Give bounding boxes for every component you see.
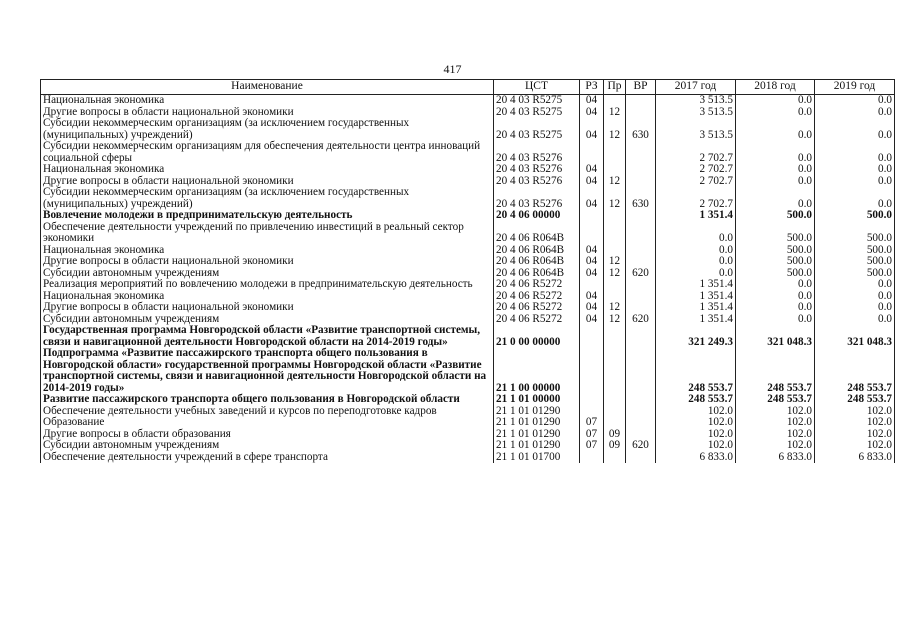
cell-rz [580,210,604,222]
cell-pr [604,141,626,164]
cell-cst: 21 1 01 00000 [494,394,580,406]
cell-pr [604,394,626,406]
header-2018: 2018 год [736,80,815,95]
cell-vr [626,141,656,164]
cell-name: Вовлечение молодежи в предпринимательскую деятельность [41,210,494,222]
cell-y2019: 0.0 [815,118,895,141]
cell-vr [626,107,656,119]
cell-y2019: 0.0 [815,314,895,326]
cell-y2018: 0.0 [736,279,815,291]
header-rz: РЗ [580,80,604,95]
cell-pr [604,279,626,291]
cell-y2017: 102.0 [656,417,736,429]
cell-name: Национальная экономика [41,245,494,257]
cell-rz: 04 [580,118,604,141]
cell-pr: 12 [604,118,626,141]
cell-rz: 04 [580,302,604,314]
cell-y2019: 0.0 [815,302,895,314]
cell-vr [626,210,656,222]
cell-y2018: 0.0 [736,314,815,326]
table-row [41,325,895,348]
cell-cst: 21 1 01 01290 [494,429,580,441]
cell-y2019: 248 553.7 [815,348,895,394]
cell-y2018: 102.0 [736,417,815,429]
cell-y2017: 0.0 [656,222,736,245]
cell-vr: 620 [626,440,656,452]
cell-y2019: 0.0 [815,187,895,210]
cell-y2017: 1 351.4 [656,302,736,314]
table-row [41,302,895,314]
cell-cst: 20 4 06 R064B [494,256,580,268]
cell-vr [626,245,656,257]
cell-name: Другие вопросы в области образования [41,429,494,441]
cell-pr: 09 [604,440,626,452]
cell-y2018: 248 553.7 [736,348,815,394]
cell-pr [604,406,626,418]
cell-pr [604,95,626,107]
cell-rz: 04 [580,245,604,257]
table-row [41,187,895,210]
cell-y2017: 2 702.7 [656,164,736,176]
cell-vr [626,279,656,291]
cell-y2019: 0.0 [815,164,895,176]
cell-rz [580,394,604,406]
cell-name: Субсидии некоммерческим организациям (за исключением государственных (муниципальных) учреждений) [41,187,494,210]
cell-y2017: 3 513.5 [656,107,736,119]
cell-y2019: 102.0 [815,440,895,452]
table-row [41,210,895,222]
cell-cst: 20 4 03 R5275 [494,118,580,141]
cell-y2017: 0.0 [656,256,736,268]
cell-y2019: 500.0 [815,222,895,245]
cell-name: Другие вопросы в области национальной экономики [41,256,494,268]
cell-vr [626,95,656,107]
cell-y2018: 0.0 [736,107,815,119]
cell-y2018: 500.0 [736,222,815,245]
cell-pr: 12 [604,256,626,268]
cell-y2019: 102.0 [815,417,895,429]
cell-y2017: 1 351.4 [656,314,736,326]
cell-vr [626,325,656,348]
cell-y2018: 102.0 [736,429,815,441]
cell-pr [604,222,626,245]
cell-y2018: 0.0 [736,118,815,141]
cell-name: Субсидии автономным учреждениям [41,440,494,452]
cell-vr [626,348,656,394]
cell-vr [626,394,656,406]
cell-name: Обеспечение деятельности учебных заведений и курсов по переподготовке кадров [41,406,494,418]
cell-y2017: 0.0 [656,268,736,280]
cell-cst: 20 4 03 R5276 [494,141,580,164]
cell-cst: 20 4 03 R5275 [494,95,580,107]
cell-y2019: 102.0 [815,429,895,441]
cell-pr: 09 [604,429,626,441]
cell-cst: 20 4 06 00000 [494,210,580,222]
cell-pr: 12 [604,107,626,119]
cell-vr [626,256,656,268]
cell-cst: 20 4 06 R5272 [494,302,580,314]
cell-rz [580,222,604,245]
cell-y2017: 102.0 [656,406,736,418]
cell-y2017: 3 513.5 [656,118,736,141]
cell-rz: 04 [580,314,604,326]
cell-y2018: 0.0 [736,302,815,314]
cell-name: Обеспечение деятельности учреждений в сфере транспорта [41,452,494,464]
cell-name: Другие вопросы в области национальной экономики [41,302,494,314]
header-2017: 2017 год [656,80,736,95]
cell-rz: 04 [580,268,604,280]
cell-pr [604,348,626,394]
cell-y2019: 6 833.0 [815,452,895,464]
cell-vr: 630 [626,118,656,141]
cell-y2018: 500.0 [736,256,815,268]
cell-rz: 04 [580,176,604,188]
table-row [41,394,895,406]
table-row [41,440,895,452]
cell-vr: 620 [626,314,656,326]
cell-y2017: 6 833.0 [656,452,736,464]
cell-name: Образование [41,417,494,429]
cell-vr [626,222,656,245]
cell-rz [580,279,604,291]
cell-y2019: 500.0 [815,210,895,222]
cell-y2018: 0.0 [736,164,815,176]
budget-table [40,79,895,463]
cell-cst: 20 4 06 R5272 [494,314,580,326]
cell-vr [626,406,656,418]
cell-rz: 04 [580,291,604,303]
cell-y2017: 2 702.7 [656,176,736,188]
cell-name: Другие вопросы в области национальной экономики [41,176,494,188]
cell-vr [626,291,656,303]
cell-name: Субсидии некоммерческим организациям (за исключением государственных (муниципальных) учреждений) [41,118,494,141]
cell-y2017: 1 351.4 [656,279,736,291]
cell-y2018: 0.0 [736,187,815,210]
cell-pr [604,452,626,464]
cell-name: Субсидии автономным учреждениям [41,268,494,280]
cell-rz: 04 [580,256,604,268]
cell-vr: 620 [626,268,656,280]
table-row [41,164,895,176]
cell-cst: 21 1 00 00000 [494,348,580,394]
cell-y2018: 500.0 [736,210,815,222]
cell-y2017: 321 249.3 [656,325,736,348]
cell-y2018: 0.0 [736,141,815,164]
cell-name: Государственная программа Новгородской области «Развитие транспортной системы, связи и навигационной деятельности Новгородской области на 2014-2019 годы» [41,325,494,348]
cell-name: Национальная экономика [41,164,494,176]
cell-cst: 21 0 00 00000 [494,325,580,348]
cell-y2017: 1 351.4 [656,210,736,222]
cell-pr [604,325,626,348]
cell-name: Национальная экономика [41,95,494,107]
cell-cst: 20 4 06 R064B [494,268,580,280]
cell-rz: 04 [580,187,604,210]
cell-y2018: 0.0 [736,176,815,188]
cell-name: Национальная экономика [41,291,494,303]
cell-y2019: 321 048.3 [815,325,895,348]
cell-y2017: 2 702.7 [656,187,736,210]
cell-rz: 07 [580,417,604,429]
table-body [41,95,895,464]
cell-pr [604,417,626,429]
table-row [41,95,895,107]
cell-y2019: 500.0 [815,268,895,280]
cell-pr [604,210,626,222]
cell-pr [604,164,626,176]
cell-cst: 20 4 06 R5272 [494,279,580,291]
cell-name: Развитие пассажирского транспорта общего пользования в Новгородской области [41,394,494,406]
header-cst: ЦСТ [494,80,580,95]
cell-rz: 04 [580,95,604,107]
cell-cst: 20 4 03 R5275 [494,107,580,119]
cell-y2019: 248 553.7 [815,394,895,406]
header-pr: Пр [604,80,626,95]
table-header-row [41,80,895,95]
cell-name: Субсидии автономным учреждениям [41,314,494,326]
cell-pr: 12 [604,176,626,188]
cell-y2017: 102.0 [656,429,736,441]
cell-y2017: 248 553.7 [656,348,736,394]
cell-name: Обеспечение деятельности учреждений по привлечению инвестиций в реальный сектор экономики [41,222,494,245]
cell-rz: 07 [580,429,604,441]
cell-rz: 04 [580,107,604,119]
table-row [41,417,895,429]
cell-cst: 20 4 06 R064B [494,245,580,257]
cell-y2018: 321 048.3 [736,325,815,348]
cell-y2018: 0.0 [736,95,815,107]
cell-pr: 12 [604,187,626,210]
cell-name: Подпрограмма «Развитие пассажирского транспорта общего пользования в Новгородской области» государственной программы Новгородской области «Развитие транспортной системы, связи и навигационной деятельности Новгородской области на 2014-2019 годы» [41,348,494,394]
cell-y2018: 500.0 [736,268,815,280]
cell-vr [626,302,656,314]
header-vr: ВР [626,80,656,95]
cell-y2019: 500.0 [815,245,895,257]
cell-y2019: 0.0 [815,141,895,164]
cell-cst: 20 4 06 R064B [494,222,580,245]
cell-vr [626,417,656,429]
cell-y2017: 102.0 [656,440,736,452]
cell-rz [580,141,604,164]
cell-y2019: 0.0 [815,107,895,119]
cell-cst: 20 4 03 R5276 [494,164,580,176]
cell-name: Другие вопросы в области национальной экономики [41,107,494,119]
table-row [41,141,895,164]
cell-rz [580,325,604,348]
table-row [41,118,895,141]
cell-cst: 21 1 01 01290 [494,440,580,452]
cell-vr [626,164,656,176]
cell-cst: 20 4 03 R5276 [494,187,580,210]
table-row [41,406,895,418]
cell-cst: 20 4 03 R5276 [494,176,580,188]
cell-y2017: 3 513.5 [656,95,736,107]
cell-y2018: 6 833.0 [736,452,815,464]
table-row [41,279,895,291]
cell-cst: 21 1 01 01700 [494,452,580,464]
cell-cst: 20 4 06 R5272 [494,291,580,303]
cell-y2019: 102.0 [815,406,895,418]
cell-rz [580,348,604,394]
cell-y2017: 2 702.7 [656,141,736,164]
cell-pr: 12 [604,314,626,326]
cell-rz [580,452,604,464]
cell-cst: 21 1 01 01290 [494,417,580,429]
cell-vr [626,452,656,464]
table-row [41,452,895,464]
header-2019: 2019 год [815,80,895,95]
header-name: Наименование [41,80,494,95]
cell-y2019: 0.0 [815,279,895,291]
cell-y2019: 0.0 [815,176,895,188]
cell-y2019: 500.0 [815,256,895,268]
cell-rz: 07 [580,440,604,452]
cell-y2018: 0.0 [736,291,815,303]
cell-y2018: 102.0 [736,406,815,418]
table-row [41,256,895,268]
table-row [41,348,895,394]
cell-y2018: 500.0 [736,245,815,257]
cell-y2017: 248 553.7 [656,394,736,406]
table-row [41,222,895,245]
cell-y2019: 0.0 [815,95,895,107]
cell-rz: 04 [580,164,604,176]
cell-vr: 630 [626,187,656,210]
cell-y2017: 1 351.4 [656,291,736,303]
cell-vr [626,176,656,188]
cell-y2019: 0.0 [815,291,895,303]
cell-name: Субсидии некоммерческим организациям для обеспечения деятельности центра инноваций социальной сферы [41,141,494,164]
cell-name: Реализация мероприятий по вовлечению молодежи в предпринимательскую деятельность [41,279,494,291]
cell-y2018: 102.0 [736,440,815,452]
cell-cst: 21 1 01 01290 [494,406,580,418]
cell-y2018: 248 553.7 [736,394,815,406]
cell-pr: 12 [604,302,626,314]
page-number: 417 [443,62,462,76]
cell-y2017: 0.0 [656,245,736,257]
cell-pr: 12 [604,268,626,280]
